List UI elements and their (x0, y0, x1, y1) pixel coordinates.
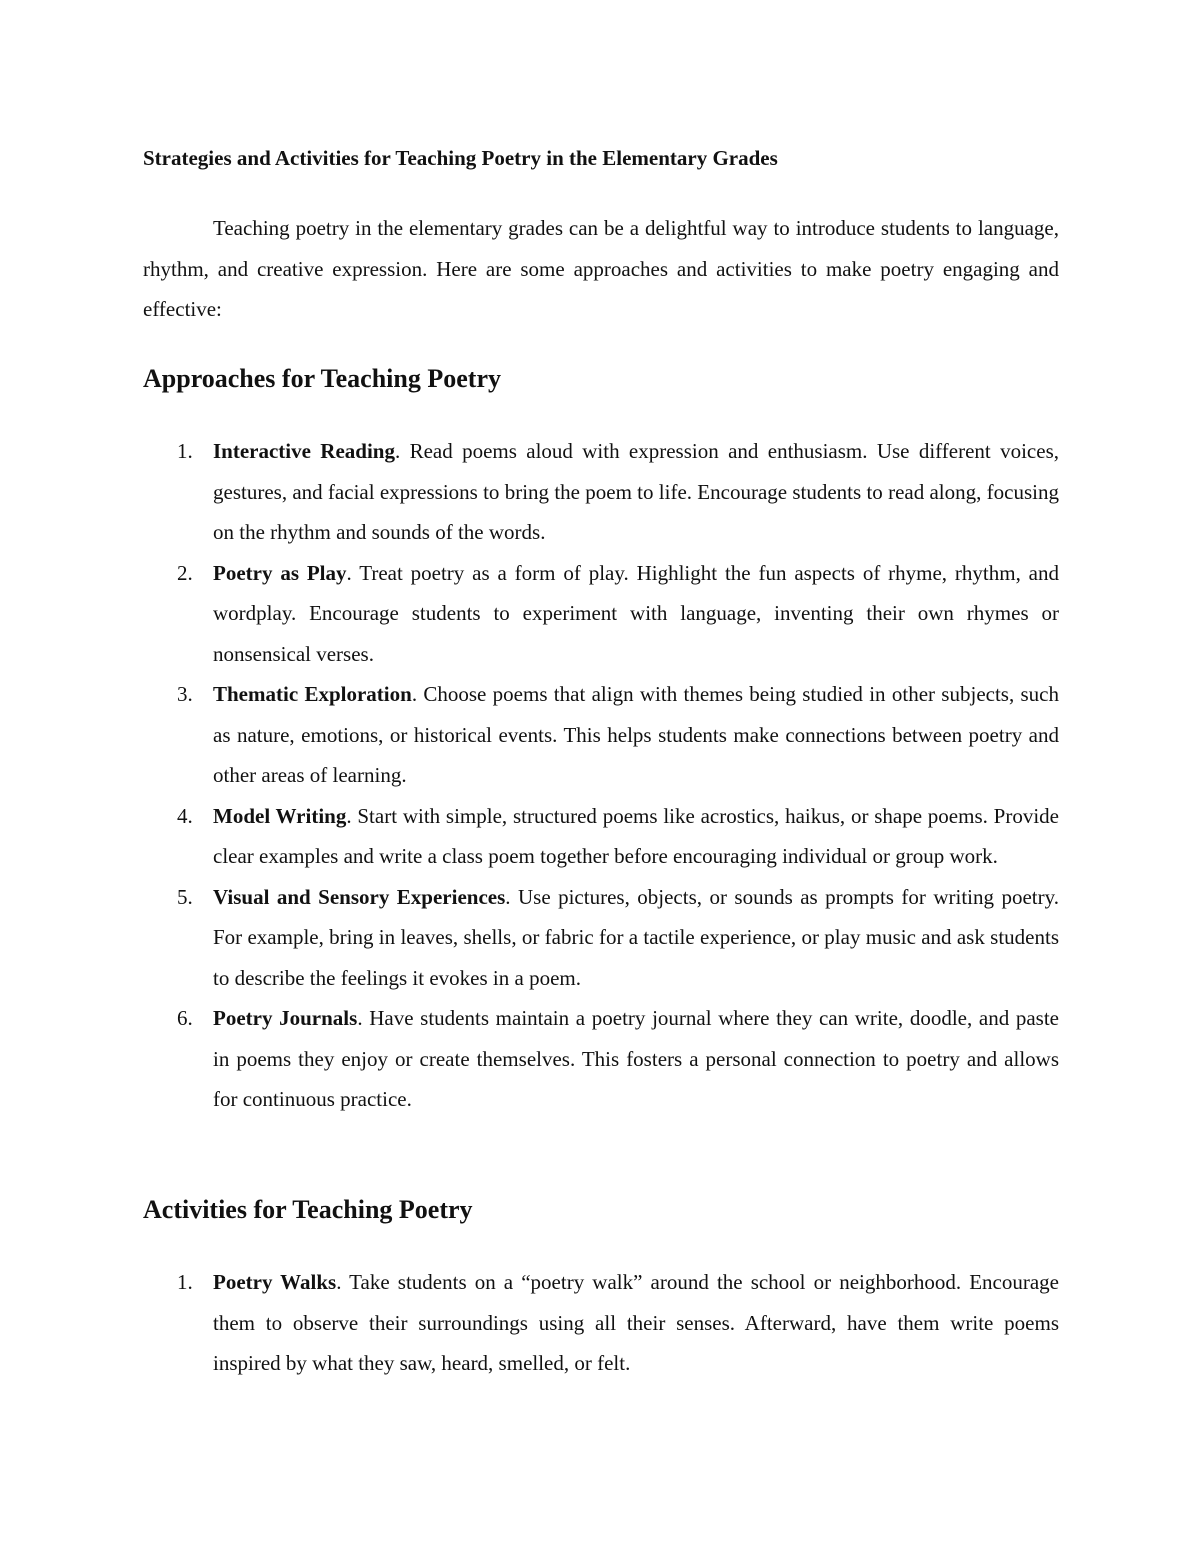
list-item-text: . Treat poetry as a form of play. Highlight the fun aspects of rhyme, rhythm, and wordplay. Encourage students to experiment with language, inventing their own rhymes or nonsensical verses. (213, 560, 1060, 666)
list-item-term: Model Writing (213, 803, 347, 828)
list-item-text: . Start with simple, structured poems like acrostics, haikus, or shape poems. Provide clear examples and write a class poem together before encouraging individual or group work. (213, 803, 1059, 868)
activities-heading: Activities for Teaching Poetry (143, 1195, 473, 1224)
list-item (143, 998, 1059, 1120)
list-item-term: Visual and Sensory Experiences (213, 884, 506, 909)
list-item (143, 553, 1059, 675)
list-item (143, 877, 1059, 999)
list-item-text: . Choose poems that align with themes being studied in other subjects, such as nature, emotions, or historical events. This helps students make connections between poetry and other areas of learning. (213, 682, 1060, 787)
list-item-number: 5. (177, 884, 193, 909)
list-item-text: . Have students maintain a poetry journal where they can write, doodle, and paste in poems they enjoy or create themselves. This fosters a personal connection to poetry and allows for continuous practice. (213, 1006, 1059, 1111)
list-item-term: Interactive Reading (213, 439, 395, 463)
approaches-heading: Approaches for Teaching Poetry (143, 364, 501, 393)
list-item-number: 1. (177, 1270, 193, 1294)
list-item-term: Thematic Exploration (213, 682, 412, 706)
list-item (143, 796, 1059, 877)
list-item-number: 2. (177, 560, 193, 585)
activities-list (143, 1262, 1059, 1384)
list-item-text: . Read poems aloud with expression and enthusiasm. Use different voices, gestures, and facial expressions to bring the poem to life. Encourage students to read along, focusing on the rhythm and sounds of the words. (213, 439, 1059, 544)
list-item (143, 431, 1059, 553)
list-item-term: Poetry Walks (213, 1270, 337, 1294)
list-item-text: . Use pictures, objects, or sounds as prompts for writing poetry. For example, bring in leaves, shells, or fabric for a tactile experience, or play music and ask students to describe the feelings it evokes in a poem. (213, 884, 1060, 990)
list-item-number: 3. (177, 682, 193, 706)
list-item-number: 6. (177, 1006, 193, 1030)
list-item-number: 4. (177, 803, 193, 828)
list-item-text: . Take students on a “poetry walk” around the school or neighborhood. Encourage them to observe their surroundings using all their senses. Afterward, have them write poems inspired by what they saw, heard, smelled, or felt. (213, 1270, 1059, 1375)
list-item (143, 674, 1059, 796)
approaches-list (143, 431, 1059, 1120)
list-item-number: 1. (177, 439, 193, 463)
document-title: Strategies and Activities for Teaching Poetry in the Elementary Grades (143, 146, 778, 170)
list-item-term: Poetry as Play (213, 560, 347, 585)
intro-paragraph: Teaching poetry in the elementary grades can be a delightful way to introduce students to language, rhythm, and creative expression. Here are some approaches and activities to make poetry engaging and effective: (143, 216, 1059, 321)
list-item (143, 1262, 1059, 1384)
list-item-term: Poetry Journals (213, 1006, 358, 1030)
